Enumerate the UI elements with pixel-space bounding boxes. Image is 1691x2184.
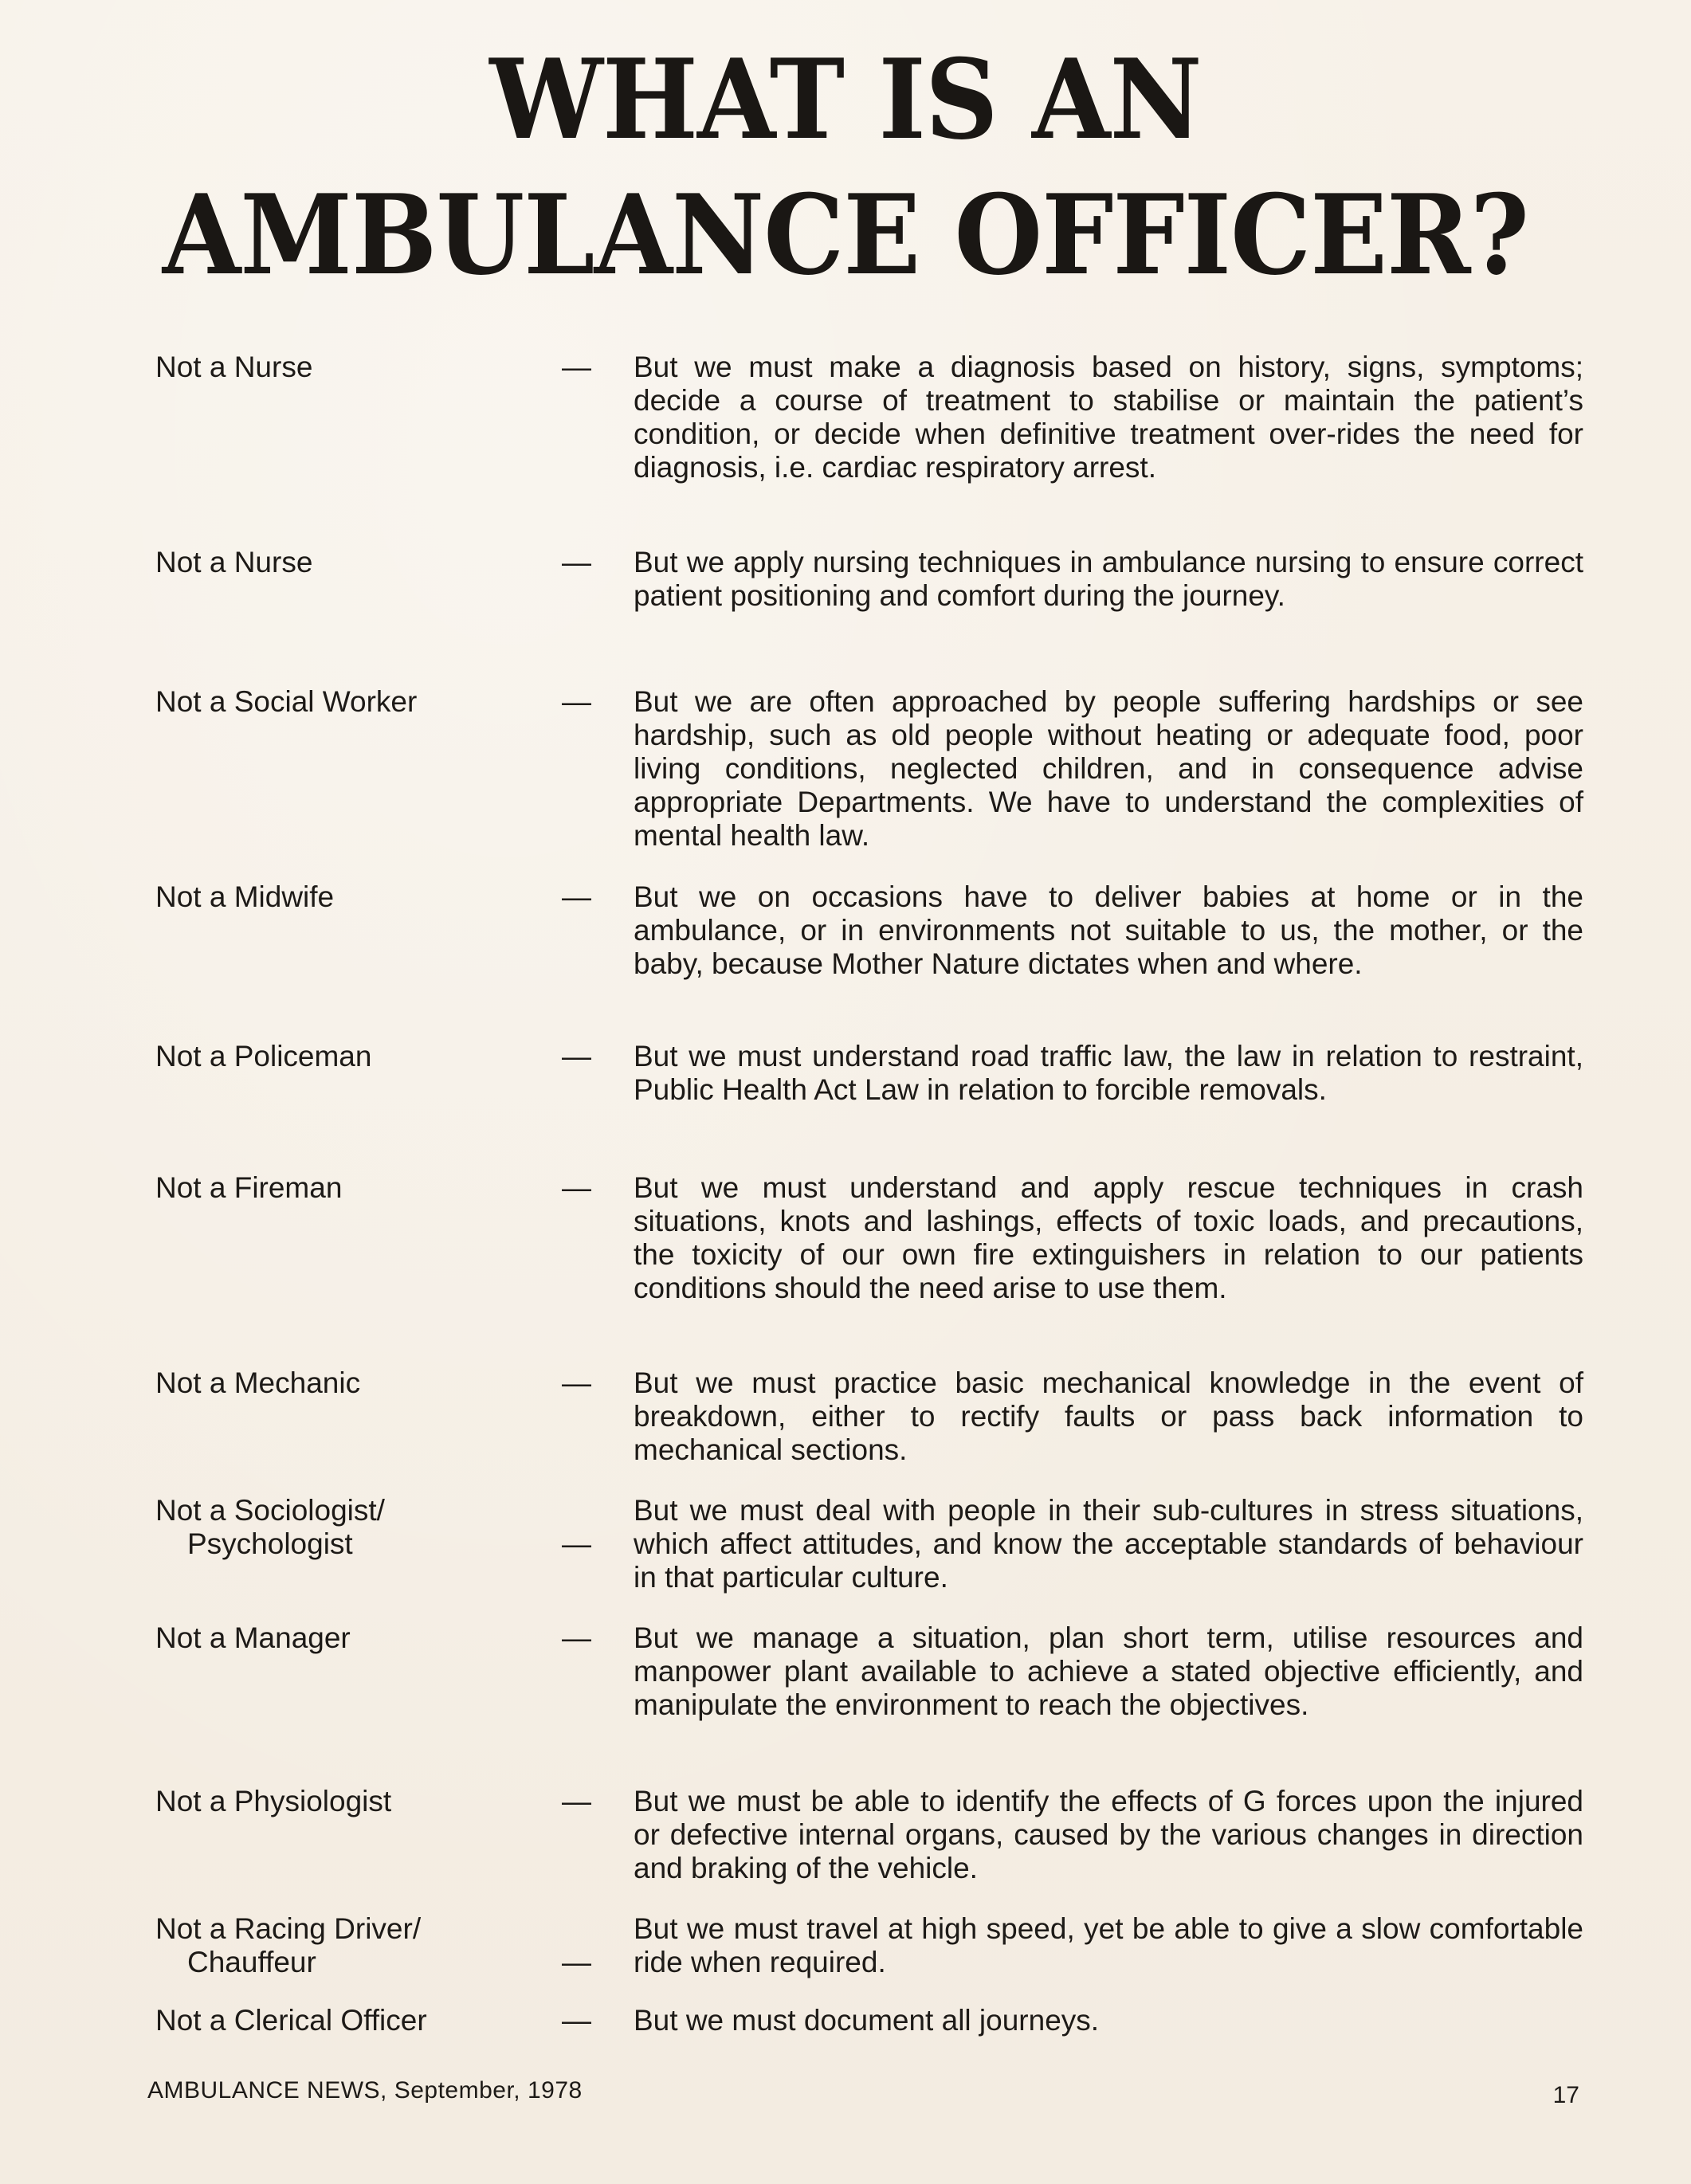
page-number: 17 [1552,2082,1579,2108]
role-line: Not a Racing Driver/ [155,1912,422,1945]
role-line: Psychologist [187,1527,353,1560]
em-dash: — [562,1366,591,1399]
title-line-2: AMBULANCE OFFICER? [162,170,1529,300]
role-label [155,2004,570,2037]
role-line: Not a Social Worker [155,685,418,718]
role-description: But we must practice basic mechanical knowledge in the event of breakdown, either to rectify faults or pass back information to mechanical sections. [634,1366,1583,1466]
role-label [155,1785,570,1818]
em-dash: — [562,1171,591,1204]
role-label [155,1171,570,1205]
role-description: But we must understand and apply rescue techniques in crash situations, knots and lashings, effects of toxic loads, and precautions, the toxicity of our own fire extinguishers in relation to our patients conditions should the need arise to use them. [634,1171,1583,1304]
role-label [155,685,570,719]
role-line: Not a Clerical Officer [155,2004,427,2037]
role-label [155,546,570,579]
role-description: But we manage a situation, plan short term, utilise resources and manpower plant available to achieve a stated objective efficiently, and manipulate the environment to reach the objectives. [634,1621,1583,1721]
role-label [155,1912,570,1979]
role-line: Not a Manager [155,1621,351,1654]
page-title [68,32,1623,303]
em-dash: — [562,351,591,383]
role-description: But we must be able to identify the effects of G forces upon the injured or defective internal organs, caused by the various changes in direction and braking of the vehicle. [634,1785,1583,1884]
role-label [155,1621,570,1655]
role-description: But we apply nursing techniques in ambulance nursing to ensure correct patient positioning and comfort during the journey. [634,546,1583,612]
em-dash: — [562,1621,591,1654]
role-line: Not a Fireman [155,1171,343,1204]
role-label [155,1366,570,1400]
role-line: Not a Midwife [155,880,335,913]
role-label [155,351,570,384]
role-label [155,1494,570,1561]
role-line: Not a Policeman [155,1040,372,1072]
em-dash: — [562,1946,591,1978]
role-label [155,1040,570,1073]
role-description: But we are often approached by people suffering hardships or see hardship, such as old people without heating or adequate food, poor living conditions, neglected children, and in consequence advise appropriate Departments. We have to understand the complexities of mental health law. [634,685,1583,852]
role-line: Chauffeur [187,1946,316,1978]
em-dash: — [562,1527,591,1560]
em-dash: — [562,1785,591,1817]
role-label [155,880,570,914]
title-line-1: WHAT IS AN [489,34,1202,164]
role-line: Not a Sociologist/ [155,1494,385,1527]
em-dash: — [562,2004,591,2037]
role-description: But we on occasions have to deliver babies at home or in the ambulance, or in environments not suitable to us, the mother, or the baby, because Mother Nature dictates when and where. [634,880,1583,980]
role-line: Not a Physiologist [155,1785,392,1817]
role-description: But we must document all journeys. [634,2004,1100,2037]
em-dash: — [562,1040,591,1072]
em-dash: — [562,685,591,718]
role-line: Not a Nurse [155,546,313,578]
role-description: But we must travel at high speed, yet be able to give a slow comfortable ride when required. [634,1912,1583,1978]
em-dash: — [562,546,591,578]
em-dash: — [562,880,591,913]
publication-footer: AMBULANCE NEWS, September, 1978 [147,2077,583,2104]
role-description: But we must understand road traffic law, the law in relation to restraint, Public Health Act Law in relation to forcible removals. [634,1040,1583,1106]
role-description: But we must deal with people in their sub-cultures in stress situations, which affect attitudes, and know the acceptable standards of behaviour in that particular culture. [634,1494,1583,1594]
role-description: But we must make a diagnosis based on history, signs, symptoms; decide a course of treatment to stabilise or maintain the patient’s condition, or decide when definitive treatment over-rides the need for diagnosis, i.e. cardiac respiratory arrest. [634,351,1583,484]
role-line: Not a Mechanic [155,1366,361,1399]
role-line: Not a Nurse [155,351,313,383]
